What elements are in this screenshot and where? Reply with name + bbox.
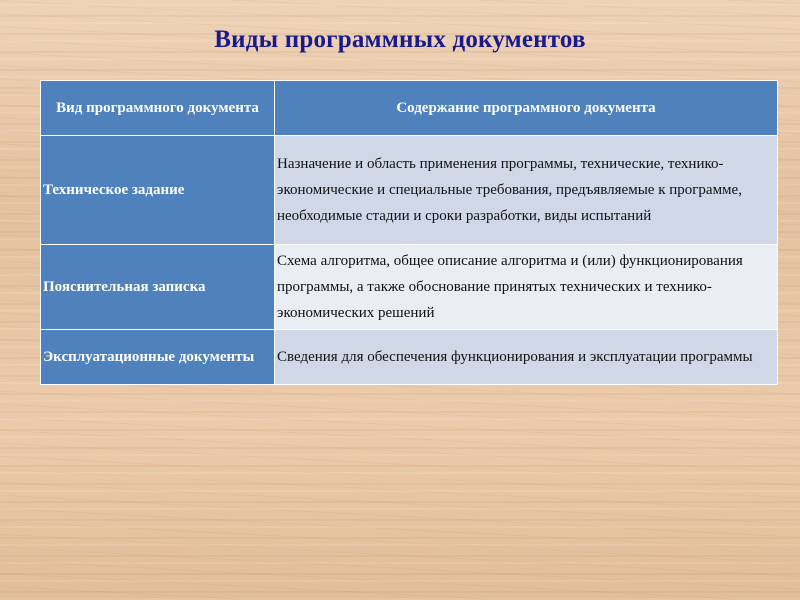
table-row <box>41 136 778 245</box>
table-header-row <box>41 81 778 136</box>
row-document-type: Техническое задание <box>41 136 275 245</box>
row-document-type: Пояснительная записка <box>41 245 275 330</box>
row-document-content: Назначение и область применения программы, технические, технико-экономические и специальные требования, предъявляемые к программе, необходимые стадии и сроки разработки, виды испытаний <box>275 136 778 245</box>
table-row <box>41 245 778 330</box>
documents-table <box>40 80 778 385</box>
header-document-type: Вид программного документа <box>41 81 275 136</box>
header-document-content: Содержание программного документа <box>275 81 778 136</box>
documents-table-container <box>40 80 778 385</box>
slide-title: Виды программных документов <box>214 26 586 53</box>
row-document-type: Эксплуатационные документы <box>41 330 275 385</box>
row-document-content: Сведения для обеспечения функционирования и эксплуатации программы <box>275 330 778 385</box>
row-document-content: Схема алгоритма, общее описание алгоритма и (или) функционирования программы, а также обоснование принятых технических и технико-экономических решений <box>275 245 778 330</box>
table-row <box>41 330 778 385</box>
